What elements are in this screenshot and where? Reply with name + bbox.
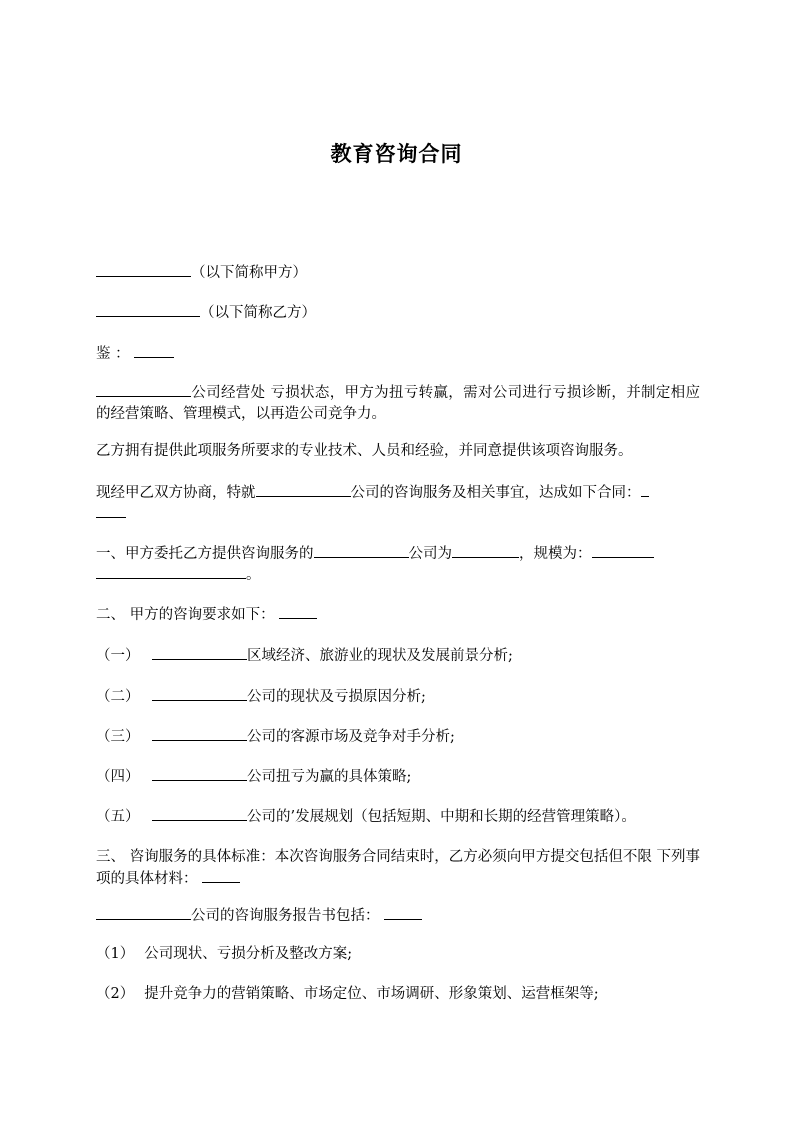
requirement-blank [152,726,247,741]
requirement-text: 公司的客源市场及竞争对手分析; [247,729,455,745]
background-paragraph-2 [96,441,700,462]
requirement-text: 区域经济、旅游业的现状及发展前景分析; [247,648,513,664]
agreement-tail-blank-2 [96,503,126,518]
clause-1-end: 。 [246,567,261,583]
background-2-text: 乙方拥有提供此项服务所要求的专业技术、人员和经验，并同意提供该项咨询服务。 [96,443,633,459]
clause-1-line-2 [96,564,700,586]
clause-2-line [96,604,700,626]
report-item-number: （2） [96,986,135,1002]
requirement-blank [152,645,247,660]
report-item-number: （1） [96,946,135,962]
requirement-blank [152,766,247,781]
clause-1-text-b: 公司为 [408,546,452,562]
clause-3-text: 三、 咨询服务的具体标准：本次咨询服务合同结束时，乙方必须向甲方提交包括但不限 下列事项的具体材料： [96,849,700,887]
agreement-tail-blank [641,482,649,497]
witness-label: 鉴 ： [96,346,130,362]
background-paragraph-1 [96,382,700,425]
report-item-text: 提升竞争力的营销策略、市场定位、市场调研、形象策划、运营框架等; [144,986,599,1002]
party-b-blank [96,302,200,317]
witness-line [96,343,700,365]
agreement-continuation [96,503,700,525]
party-a-label: （以下简称甲方） [191,265,307,281]
requirement-number: （一） [96,648,140,664]
report-intro-line [96,905,700,927]
requirement-item [96,686,700,708]
requirement-text: 公司的’发展规划（包括短期、中期和长期的经营管理策略）。 [247,809,636,825]
witness-blank [134,343,174,358]
clause-2-text: 二、 甲方的咨询要求如下： [96,607,275,623]
party-b-line [96,302,700,324]
clause-1-scale-blank-2 [96,564,246,579]
party-a-line [96,262,700,284]
clause-3-paragraph [96,847,700,890]
document-title: 教育咨询合同 [330,142,463,166]
clause-1-text-a: 一、甲方委托乙方提供咨询服务的 [96,546,314,562]
report-intro-blank [384,905,422,920]
requirement-item [96,645,700,667]
requirement-blank [152,806,247,821]
clause-1-company-blank [314,543,409,558]
requirement-text: 公司的现状及亏损原因分析; [247,689,426,705]
agreement-post-text: 公司的咨询服务及相关事宜，达成如下合同： [350,485,641,501]
agreement-company-blank [256,482,351,497]
requirement-blank [152,686,247,701]
clause-1-scale-blank [592,543,654,558]
report-company-blank [96,905,191,920]
background-1-text: 公司经营处 亏损状态，甲方为扭亏转赢，需对公司进行亏损诊断，并制定相应的经营策略、管理模式，以再造公司竞争力。 [96,385,700,422]
requirement-item [96,726,700,748]
requirement-item [96,806,700,828]
report-item [96,944,700,965]
agreement-paragraph [96,482,700,504]
requirement-number: （三） [96,729,140,745]
requirement-number: （二） [96,689,140,705]
report-intro-text: 公司的咨询服务报告书包括： [191,908,380,924]
requirement-number: （五） [96,809,140,825]
party-b-label: （以下简称乙方） [200,305,316,321]
company-blank-1 [96,382,191,397]
requirement-text: 公司扭亏为赢的具体策略; [247,769,412,785]
clause-2-blank [279,604,317,619]
requirement-item [96,766,700,788]
party-a-blank [96,262,191,277]
clause-1-text-c: ，规模为： [519,546,592,562]
clause-3-blank [202,868,240,883]
clause-1-type-blank [452,543,519,558]
requirement-number: （四） [96,769,140,785]
clause-1-line-1 [96,543,700,565]
report-item [96,984,700,1005]
agreement-pre-text: 现经甲乙双方协商，特就 [96,485,256,501]
report-item-text: 公司现状、亏损分析及整改方案; [144,946,353,962]
